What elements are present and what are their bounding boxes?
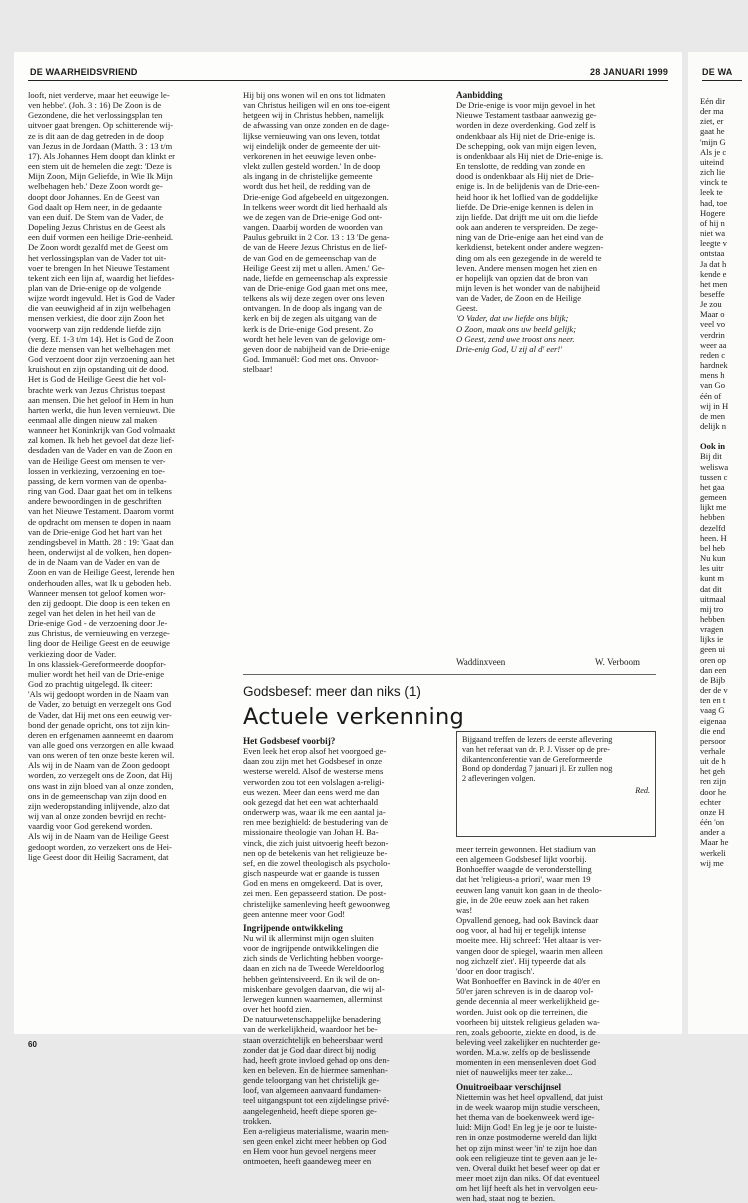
section-heading-godsbesef: Het Godsbesef voorbij?	[243, 736, 336, 746]
next-page-line: ontstaa	[700, 248, 725, 259]
next-page-line: Hogere	[700, 207, 726, 218]
next-page-line: gemeen	[700, 492, 727, 503]
onuitroeibaar-text: Niettemin was het heel opvallend, dat juist in de week waarop mijn studie verscheen, het thema van de boekenweek werd ige- luid: Mijn God! En leg je je oor te luiste- ren in onze postmoderne wereld dan lijkt het op zijn minst weer 'in' te zijn hoe dan ook een religieuze tint te geven aan je le- ven. Overal duikt het besef weer op dat er meer moet zijn dan niks. Of dat eventueel om het lijf heeft als het in vervolgen eeu- wen had, staat nog te bezien.	[456, 1091, 603, 1203]
column-3-top	[456, 90, 656, 652]
editor-note-sign: Red.	[635, 785, 650, 795]
next-page-line: één of	[700, 390, 722, 401]
next-page-line: gaat he	[700, 126, 725, 137]
running-header-title: DE WAARHEIDSVRIEND	[30, 67, 138, 77]
next-page-line: onze H	[700, 806, 725, 817]
next-page-line: Nu kun	[700, 553, 726, 564]
next-page-line: dan een	[700, 664, 727, 675]
next-page-line: weliswa	[700, 461, 729, 472]
next-page-text	[700, 96, 740, 868]
editor-note-box	[456, 731, 656, 837]
next-page-line: die end	[700, 725, 726, 736]
next-page-line: leek te	[700, 187, 723, 198]
section-heading-onuitroeibaar: Onuitroeibaar verschijnsel	[456, 1081, 562, 1092]
next-page-header-rule	[702, 80, 742, 81]
next-page-line: les uitr	[700, 563, 724, 574]
next-page-line: verdrin	[700, 329, 725, 340]
page-number: 60	[28, 1040, 37, 1049]
godsbesef-text: Even leek het erop alsof het voorgoed ge- daan zou zijn met het Godsbesef in onze westerse wereld. Alsof de westerse mens verworden zou tot een volslagen a-religi- eus wezen. Meer dan eens werd me dan ook gezegd dat het een wat achterhaald onderwerp was, waar ik me een aantal ja- ren mee bezighield: de bestudering van de missionaire theologie van Johan H. Ba- vinck, die zich juist uitvoerig heeft bezon- nen op de betekenis van het religieuze be- sef, en die zowel theologisch als psycholo- gisch naspeurde wat er gaande is tussen God en mens en omgekeerd. Dat is over, zei men. Een gepasseerd station. De post- christelijke samenleving heeft gewoonweg geen antenne meer voor God!	[243, 746, 391, 919]
next-page-line	[700, 431, 740, 441]
next-page-line: persoor	[700, 735, 726, 746]
next-page-line: bel heb	[700, 542, 726, 553]
article-col3-text: meer terrein gewonnen. Het stadium van een algemeen Godsbesef lijkt voorbij. Bonhoeffer waagde de veronderstelling dat het 'religieus-a priori', waar men 19 eeuwen lang vanuit kon gaan in de theolo- gie, in de 20e eeuw zoek aan het raken was! Opvallend genoeg, had ook Bavinck daar oog voor, al had hij er tegelijk intense moeite mee. Hij schreef: 'Het altaar is ver- vangen door de spiegel, waarin men alleen nog zichzelf ziet'. Hij typeerde dat als 'door en door tragisch'. Wat Bonhoeffer en Bavinck in de 40'er en 50'er jaren schreven is in de daarop vol- gende decennia al meer werkelijkheid ge- worden. Juist ook op die terreinen, die voorheen bij uitstek religieus geladen wa- ren, zoals geboorte, ziekte en dood, is de beleving veel zakelijker en nuchterder ge- worden. M.a.w. zelfs op de beslissende momenten in een mensenleven doet God niet of nauwelijks meer ter zake...	[456, 844, 603, 1078]
next-page-line: heen. H	[700, 532, 727, 543]
next-page-line: ten en t	[700, 695, 726, 706]
next-page-line: kende e	[700, 268, 727, 279]
article-kicker: Godsbesef: meer dan niks (1)	[243, 684, 421, 699]
next-page-line: Ja dat h	[700, 258, 727, 269]
next-page-line: ren zijn	[700, 776, 727, 787]
signature-place: Waddinxveen	[456, 657, 506, 667]
next-page-line: Maar he	[700, 837, 729, 848]
next-page-line: Eén dir	[700, 96, 726, 106]
next-page-line: dezelfd	[700, 522, 726, 533]
next-page-line: van Go	[700, 380, 726, 391]
editor-note-text: Bijgaand treffen de lezers de eerste aflevering van het referaat van dr. P. J. Visser op de pre- dikantenconferentie van de Gereformeerde Bond op donderdag 7 januari jl. Er zullen nog 2 afleveringen volgen.	[462, 735, 613, 784]
next-page-line: wij in H	[700, 400, 729, 411]
next-page-line: dat dit	[700, 583, 722, 594]
next-page-line: oren op	[700, 654, 727, 665]
next-page-line: de Bijb	[700, 674, 726, 685]
next-page-line: ander a	[700, 827, 726, 838]
next-page-line: door he	[700, 786, 727, 797]
section-heading-ontwikkeling: Ingrijpende ontwikkeling	[243, 922, 343, 933]
next-page-line: reden c	[700, 349, 726, 360]
next-page-line: mens h	[700, 370, 725, 381]
signature-author: W. Verboom	[595, 657, 640, 667]
next-page-line: één 'on	[700, 817, 725, 828]
next-page-line: tussen c	[700, 471, 728, 482]
next-page-line: Maar o	[700, 309, 725, 320]
next-page-line: uit de h	[700, 756, 726, 767]
next-page-line: het gaa	[700, 481, 725, 492]
next-page-line: Bij dit	[700, 451, 722, 462]
next-page-line: beseffe	[700, 288, 725, 299]
next-page-line: zich lie	[700, 167, 726, 178]
next-page-line: vragen	[700, 624, 724, 635]
next-page-line: niet wa	[700, 228, 726, 239]
next-page-line: het geh	[700, 766, 726, 777]
next-page-line: had, toe	[700, 197, 728, 208]
aanbidding-text: De Drie-enige is voor mijn gevoel in het Nieuwe Testament tastbaar aanwezig ge- worden in deze overdenking. God zelf is ondenkbaar als Hij niet de Drie-enige is. De schepping, ook van mijn eigen leven, is ondenkbaar als Hij niet de Drie-enige is. En tenslotte, de redding van zonde en dood is ondenkbaar als Hij niet de Drie- enige is. In de belijdenis van de Drie-een- heid hoor ik het loflied van de goddelijke liefde. De Drie-enige kennen is delen in zijn liefde. Dat drijft me uit om die liefde ook aan anderen te verspreiden. De zege- ning van de Drie-enige aan het eind van de kerkdienst, betekent onder andere wegzen- ding om als een gezegende in de wereld te leven. Andere mensen mogen het zien en er hopelijk van opzien dat de bron van mijn leven is het wonder van de nabijheid van de Vader, de Zoon en de Heilige Geest.	[456, 100, 604, 314]
next-page-line: hebben	[700, 512, 725, 523]
next-page-line: kunt m	[700, 573, 725, 584]
next-page-line: uiteind	[700, 156, 724, 167]
closing-verse: 'O Vader, dat uw liefde ons blijk; O Zoon, maak ons uw beeld gelijk; O Geest, zend uwe troost ons neer. Drie-enig God, U zij al d' eer!'	[456, 313, 577, 354]
next-page-line: de men	[700, 410, 726, 421]
next-page-line: echter	[700, 796, 721, 807]
next-page-line: eigenaa	[700, 715, 727, 726]
next-page-line: 'mijn G	[700, 136, 726, 147]
next-page-line: Je zou	[700, 299, 722, 310]
next-page-line: geen ui	[700, 644, 726, 655]
next-page-line: hardnek	[700, 360, 728, 371]
article-divider	[243, 674, 656, 675]
next-page-line: uitmaal	[700, 593, 726, 604]
next-page-line: weer aa	[700, 339, 727, 350]
next-page-line: Als je c	[700, 146, 727, 157]
next-page-line: delijk n	[700, 421, 727, 431]
next-page-line: het men	[700, 278, 728, 289]
section-heading-aanbidding: Aanbidding	[456, 90, 503, 100]
column-1: looft, niet verderve, maar het eeuwige le- ven hebbe'. (Joh. 3 : 16) De Zoon is de Gezondene, die het verlossingsplan ten uitvoer gaat brengen. Op schitterende wij- ze is dit aan de dag getreden in de doop van Jezus in de Jordaan (Matth. 3 : 13 t/m 17). Als Johannes Hem doopt dan klinkt er een stem uit de hemelen die zegt: 'Deze is Mijn Zoon, Mijn Geliefde, in Wie Ik Mijn welbehagen heb.' Deze Zoon wordt ge- doopt door Johannes. En de Geest van God daalt op Hem neer, in de gedaante van een duif. De Stem van de Vader, de Dopeling Jezus Christus en de Geest als een duif vormen een heilige Drie-eenheid. De Zoon wordt gezalfd met de Geest om het verlossingsplan van de Vader tot uit- voer te brengen In het Nieuwe Testament tekent zich een lijn af, waardig het liefdes- plan van de Drie-enige op de volgende wijze wordt ingevuld. Het is God de Vader die van eeuwigheid af in zijn welbehagen mensen verkiest, die door zijn Zoon het voorwerp van zijn reddende liefde zijn (verg. Ef. 1-3 t/m 14). Het is God de Zoon die deze mensen van het welbehagen met God verzoent door zijn verzoening aan het kruishout en zijn opstanding uit de dood. Het is God de Heilige Geest die het vol- brachte werk van Jezus Christus toepast aan mensen. Die het geloof in Hem in hun harten werkt, die hun leven vernieuwt. Die eenmaal alle dingen nieuw zal maken wanneer het Koninkrijk van God volmaakt zal komen. Ik heb het gevoel dat deze lief- desdaden van de Vader en van de Zoon en van de Heilige Geest om mensen te ver- lossen in verkiezing, verzoening en toe- passing, de kern vormen van de openba- ring van God. Daar gaat het om in telkens andere bewoordingen in de geschriften van het Nieuwe Testament. Daarom vormt de opdracht om mensen te dopen in naam van de Drie-enige God het hart van het zendingsbevel in Matth. 28 : 19: 'Gaat dan heen, onderwijst al de volken, hen dopen- de in de Naam van de Vader en van de Zoon en van de Heilige Geest, lerende hen onderhouden alles, wat Ik u geboden heb. Wanneer mensen tot geloof komen wor- den zij gedoopt. Die doop is een teken en zegel van het delen in het heil van de Drie-enige God - de verzoening door Je- zus Christus, de vernieuwing en verzege- ling door de Heilige Geest en de eeuwige verkiezing door de Vader. In ons klassiek-Gereformeerde doopfor- mulier wordt het heil van de Drie-enige God zo prachtig uitgelegd. Ik citeer: 'Als wij gedoopt worden in de Naam van de Vader, zo betuigt en verzegelt ons God de Vader, dat Hij met ons een eeuwig ver- bond der genade opricht, ons tot zijn kin- deren en erfgenamen aanneemt en daarom van alle goed ons verzorgen en alle kwaad van ons weren of ten onze beste keren wil. Als wij in de Naam van de Zoon gedoopt worden, zo verzegelt ons de Zoon, dat Hij ons wast in zijn bloed van al onze zonden, ons in de gemeenschap van zijn dood en zijn wederopstanding inlijvende, alzo dat wij van al onze zonden bevrijd en recht- vaardig voor God gerekend worden. Als wij in de Naam van de Heilige Geest gedoopt worden, zo verzekert ons de Hei- lige Geest door dit Heilig Sacrament, dat	[28, 90, 176, 862]
next-page-line: der ma	[700, 106, 724, 117]
next-page-line: der de v	[700, 685, 728, 696]
article-headline: Actuele verkenning	[243, 704, 464, 730]
next-page-line: lijkt me	[700, 502, 727, 513]
next-page-line: mij tro	[700, 603, 724, 614]
next-page-line: vinck te	[700, 177, 728, 188]
next-page-line: leegte v	[700, 238, 727, 249]
column-2-top: Hij bij ons wonen wil en ons tot lidmaten van Christus heiligen wil en ons toe-eigent hetgeen wij in Christus hebben, namelijk de afwassing van onze zonden en de dage- lijkse vernieuwing van ons leven, totdat wij eindelijk onder de gemeente der uit- verkorenen in het eeuwige leven onbe- vlekt zullen gesteld worden.' In de doop als ingang in de christelijke gemeente wordt dus het heil, de redding van de Drie-enige God afgebeeld en uitgezongen. In telkens weer wordt dit lied herhaald als we de zegen van de Drie-enige God ont- vangen. Daarbij worden de woorden van Paulus gebruikt in 2 Cor. 13 : 13 'De gena- de van de Heere Jezus Christus en de lief- de van God en de gemeenschap van de Heilige Geest zij met u allen. Amen.' Ge- nade, liefde en gemeenschap als expressie van de Drie-enige God gaan met ons mee, telkens als wij deze zegen over ons leven ontvangen. In de doop als ingang van de kerk en bij de zegen als uitgang van de kerk is de Drie-enige God present. Zo wordt het hele leven van de gelovige om- geven door de nabijheid van de Drie-enige God. Immanuël: God met ons. Onvoor- stelbaar!	[243, 90, 391, 375]
ontwikkeling-text: Nu wil ik allerminst mijn ogen sluiten voor de ingrijpende ontwikkelingen die zich sinds de Verlichting hebben voorge- daan en zich na de Tweede Wereldoorlog hebben geïntensiveerd. En ik wil de on- miskenbare gevolgen daarvan, die wij al- lerwegen kunnen waarnemen, allerminst over het hoofd zien. De natuurwetenschappelijke benadering van de werkelijkheid, waardoor het be- staan overzichtelijk en beheersbaar werd zonder dat je God daar direct bij nodig had, heeft grote invloed gehad op ons den- ken en beleven. En de hiermee samenhan- gende teloorgang van het christelijk ge- loof, van algemeen aanvaard fundamen- teel uitgangspunt tot een zijdelingse privé- aangelegenheid, heeft diepe sporen ge- trokken. Een a-religieus materialisme, waarin men- sen geen enkel zicht meer hebben op God en Hem voor hun gevoel nergens meer ontmoeten, heeft gaandeweg meer en	[243, 932, 390, 1167]
running-header-date: 28 JANUARI 1999	[590, 67, 669, 77]
header-rule	[28, 80, 668, 81]
next-page-line: lijks ie	[700, 634, 724, 645]
column-2-article	[243, 736, 448, 1167]
next-page-line: verhale	[700, 746, 726, 756]
next-page-line: veel vo	[700, 319, 726, 330]
next-page-line: of hij n	[700, 217, 725, 228]
next-page-line: vaag G	[700, 705, 725, 716]
column-3-article	[456, 844, 656, 1203]
next-page-line: wij me	[700, 857, 724, 868]
next-page-line: werkeli	[700, 847, 726, 858]
next-page-line: Ook in	[700, 441, 726, 452]
next-page-line: ziet, er	[700, 116, 724, 127]
next-page-line: hebben	[700, 613, 725, 624]
next-page-header: DE WA	[702, 67, 733, 77]
